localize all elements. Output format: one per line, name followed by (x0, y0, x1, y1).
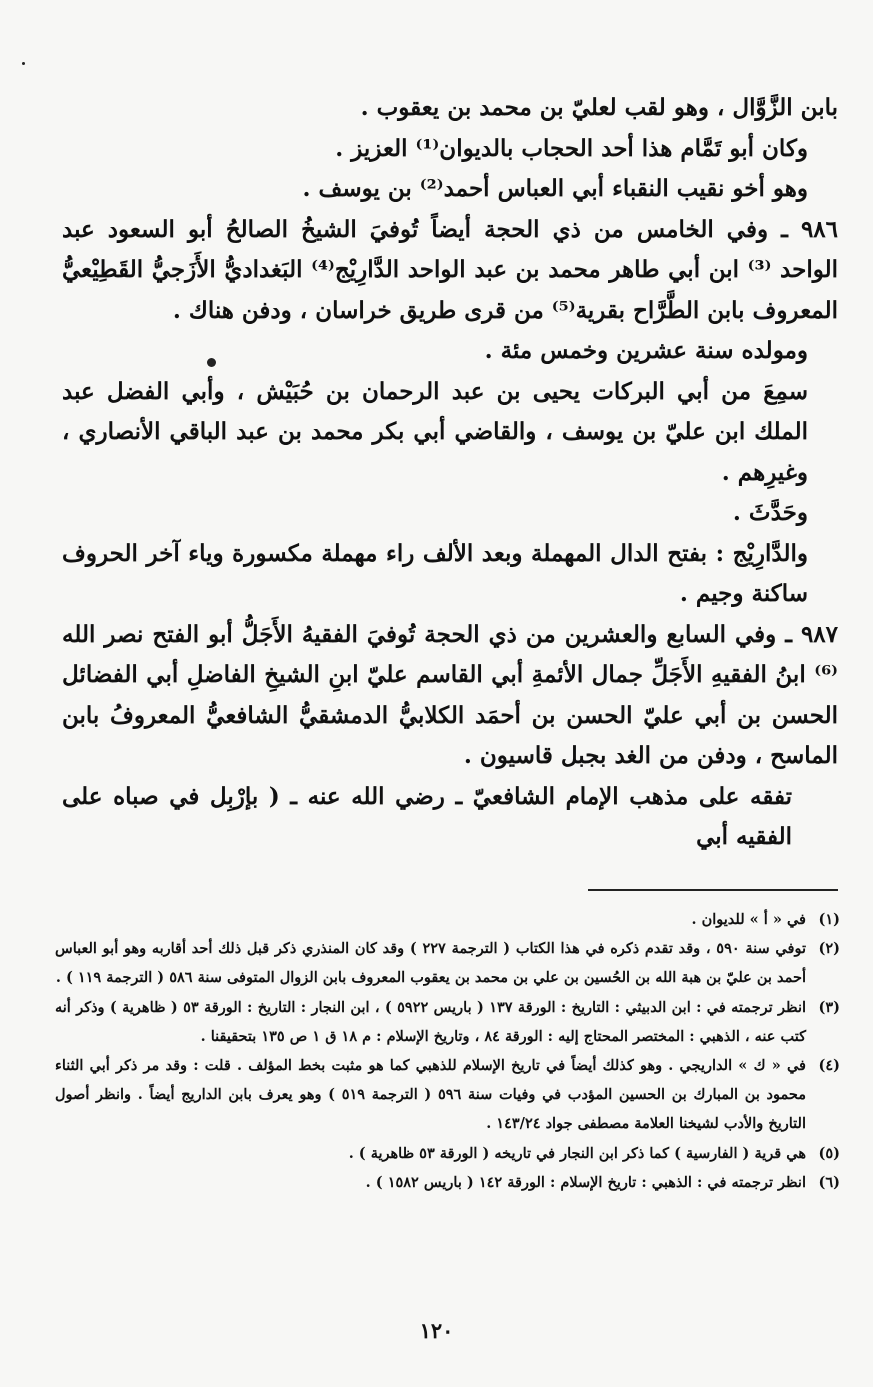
footnote-text: في « ك » الداريجي . وهو كذلك أيضاً في تاريخ الإسلام للذهبي كما هو مثبت بخط المؤلف . قلت : وقد مر ذكر أبي الثناء محمود بن المبارك بن الحسين المؤدب في وفيات سنة ٥٩٦ ( الترجمة ٥١٩ ) وهو يعرف بابن الداريج أيضاً . وانظر أصول التاريخ والأدب لشيخنا العلامة مصطفى جواد ١٤٣/٢٤ . (55, 1057, 806, 1133)
footnote-text: توفي سنة ٥٩٠ ، وقد تقدم ذكره في هذا الكتاب ( الترجمة ٢٢٧ ) وقد كان المنذري ذكر قبل ذلك أحد أقاربه وهو أبو العباس أحمد بن عليّ بن هبة الله بن الحُسين بن علي بن محمد بن يعقوب المعروف بابن الزوال المتوفى سنة ٥٨٦ ( الترجمة ١١٩ ) . (55, 940, 806, 987)
paragraph: بابن الزَّوَّال ، وهو لقب لعليّ بن محمد بن يعقوب . (360, 94, 838, 121)
footnote (55, 1051, 840, 1139)
footnote-text: في « أ » للديوان . (691, 911, 806, 928)
footnote (55, 905, 840, 934)
paragraph: وكان أبو تَمَّام هذا أحد الحجاب بالديوان⁽¹⁾ العزيز . (335, 134, 808, 162)
paragraph: وحَدَّثَ . (732, 499, 808, 526)
print-speck (22, 62, 25, 65)
paragraph: ومولده سنة عشرين وخمس مئة . (484, 337, 808, 364)
page-number: ١٢٠ (419, 1318, 454, 1343)
footnotes (55, 905, 840, 1197)
paragraph: سمِعَ من أبي البركات يحيى بن عبد الرحمان بن حُبَيْش ، وأبي الفضل عبد الملك ابن عليّ بن يوسف ، والقاضي أبي بكر محمد بن عبد الباقي الأنصاري ، وغيرِهم . (62, 377, 808, 486)
paragraph: تفقه على مذهب الإمام الشافعيّ ـ رضي الله عنه ـ ( بإرْبِل في صباه على الفقيه أبي (62, 782, 792, 850)
paragraph: ٩٨٧ ـ وفي السابع والعشرين من ذي الحجة تُوفيَ الفقيهُ الأَجَلُّ أبو الفتح نصر الله ⁽⁶⁾ ابنُ الفقيهِ الأَجَلِّ جمال الأئمةِ أبي القاسم عليّ ابنِ الشيخِ الفاضلِ أبي الفضائل الحسن بن أبي عليّ الحسن بن أحمَد الكلابيُّ الدمشقيُّ الشافعيُّ المعروفُ بابن الماسح ، ودفن من الغد بجبل قاسيون . (62, 620, 838, 769)
footnote-marker: (٢) (818, 940, 840, 958)
footnote-text: انظر ترجمته في : الذهبي : تاريخ الإسلام : الورقة ١٤٢ ( باريس ١٥٨٢ ) . (365, 1173, 806, 1191)
footnote-marker: (١) (818, 911, 840, 928)
footnote-text: انظر ترجمته في : ابن الدبيثي : التاريخ : الورقة ١٣٧ ( باريس ٥٩٢٢ ) ، ابن النجار : التاريخ : الورقة ٥٣ ( ظاهرية ) وذكر أنه كتب عنه ، الذهبي : المختصر المحتاج إليه : الورقة ٨٤ ، وتاريخ الإسلام : م ١٨ ق ١ ص ١٣٥ بتحقيقنا . (55, 998, 807, 1045)
footnote-marker: (٥) (818, 1144, 840, 1162)
paragraph: والدَّارِيْج : بفتح الدال المهملة وبعد الألف راء مهملة مكسورة وياء آخر الحروف ساكنة وجيم . (62, 539, 808, 607)
footnote (55, 993, 840, 1051)
footnote-marker: (٦) (818, 1173, 840, 1191)
main-text (62, 88, 838, 858)
footnote (55, 934, 840, 992)
footnote (55, 1168, 840, 1197)
paragraph: ٩٨٦ ـ وفي الخامس من ذي الحجة أيضاً تُوفيَ الشيخُ الصالحُ أبو السعود عبد الواحد ⁽³⁾ ابن أبي طاهر محمد بن عبد الواحد الدَّارِيْج⁽⁴⁾ البَغداديُّ الأَزَجيُّ القَطِيْعيُّ المعروف بابن الطَّرَّاح بقرية⁽⁵⁾ من قرى طريق خراسان ، ودفن هناك . (62, 215, 838, 324)
footnote-separator (588, 889, 838, 891)
footnote (55, 1139, 840, 1168)
footnote-marker: (٤) (818, 1057, 840, 1075)
footnote-marker: (٣) (818, 998, 840, 1016)
footnote-text: هي قرية ( الفارسية ) كما ذكر ابن النجار في تاريخه ( الورقة ٥٣ ظاهرية ) . (348, 1144, 806, 1162)
paragraph: وهو أخو نقيب النقباء أبي العباس أحمد⁽²⁾ بن يوسف . (302, 175, 808, 202)
